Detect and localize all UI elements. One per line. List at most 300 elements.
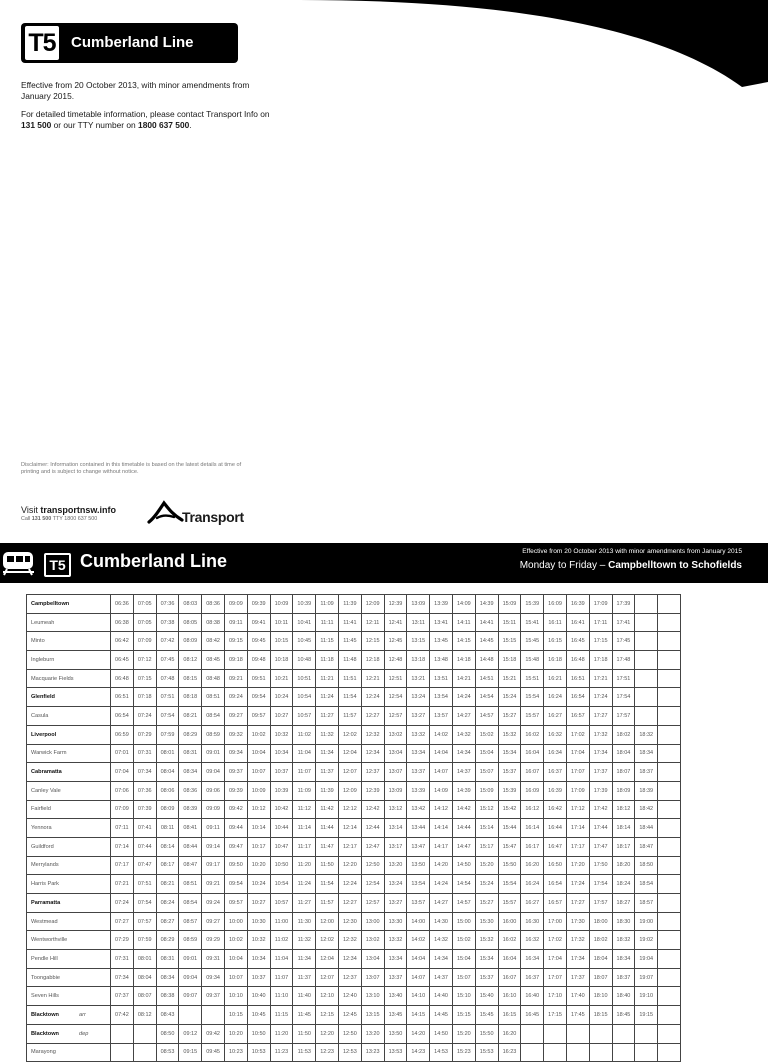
time-cell: 11:14 — [293, 819, 316, 838]
time-cell: 12:39 — [384, 595, 407, 614]
time-cell: 18:10 — [589, 987, 612, 1006]
time-cell: 12:23 — [316, 1043, 339, 1062]
time-cell: 06:54 — [111, 707, 134, 726]
time-cell: 17:27 — [589, 707, 612, 726]
time-cell: 08:47 — [179, 856, 202, 875]
time-cell: 18:34 — [612, 950, 635, 969]
time-cell: 10:30 — [247, 912, 270, 931]
time-cell: 17:24 — [589, 688, 612, 707]
time-cell: 08:05 — [179, 613, 202, 632]
time-cell — [658, 894, 681, 913]
time-cell: 07:17 — [111, 856, 134, 875]
time-cell: 11:11 — [316, 613, 339, 632]
time-cell: 17:45 — [566, 1006, 589, 1025]
time-cell: 15:21 — [498, 669, 521, 688]
time-cell: 10:32 — [270, 725, 293, 744]
time-cell: 08:21 — [156, 875, 179, 894]
time-cell: 14:17 — [430, 837, 453, 856]
time-cell: 08:53 — [156, 1043, 179, 1062]
station-cell — [27, 800, 111, 819]
time-cell: 11:57 — [316, 894, 339, 913]
time-cell: 17:51 — [612, 669, 635, 688]
time-cell: 12:24 — [338, 875, 361, 894]
time-cell: 15:48 — [521, 651, 544, 670]
time-cell: 18:42 — [635, 800, 658, 819]
time-cell: 17:37 — [589, 763, 612, 782]
time-cell: 17:09 — [589, 595, 612, 614]
time-cell: 14:07 — [407, 968, 430, 987]
time-cell: 09:57 — [224, 894, 247, 913]
time-cell: 13:02 — [384, 725, 407, 744]
time-cell: 11:02 — [293, 725, 316, 744]
time-cell: 10:48 — [293, 651, 316, 670]
time-cell: 09:50 — [224, 856, 247, 875]
time-cell: 08:29 — [156, 931, 179, 950]
call-pre: Call — [21, 516, 32, 522]
time-cell: 17:27 — [566, 894, 589, 913]
time-cell: 17:14 — [566, 819, 589, 838]
time-cell: 09:48 — [247, 651, 270, 670]
time-cell: 08:36 — [179, 781, 202, 800]
time-cell: 13:11 — [407, 613, 430, 632]
time-cell — [658, 819, 681, 838]
time-cell: 16:15 — [498, 1006, 521, 1025]
time-cell: 10:41 — [293, 613, 316, 632]
station-cell — [27, 744, 111, 763]
time-cell: 15:27 — [498, 707, 521, 726]
station-name: Westmead — [31, 918, 58, 925]
time-cell: 17:34 — [566, 950, 589, 969]
time-cell: 08:41 — [179, 819, 202, 838]
time-cell: 18:32 — [612, 931, 635, 950]
time-cell: 09:44 — [224, 819, 247, 838]
time-cell: 18:39 — [635, 781, 658, 800]
train-icon — [2, 549, 36, 577]
time-cell: 10:57 — [270, 894, 293, 913]
station-name: Seven Hills — [31, 993, 59, 1000]
time-cell: 11:02 — [270, 931, 293, 950]
time-cell: 13:17 — [384, 837, 407, 856]
time-cell: 11:42 — [316, 800, 339, 819]
time-cell: 17:15 — [589, 632, 612, 651]
time-cell — [111, 1043, 134, 1062]
time-cell: 13:07 — [384, 763, 407, 782]
time-cell: 08:45 — [202, 651, 225, 670]
time-cell: 10:45 — [247, 1006, 270, 1025]
intro-text — [21, 80, 281, 138]
time-cell: 14:47 — [452, 837, 475, 856]
time-cell: 13:40 — [384, 987, 407, 1006]
time-cell: 16:07 — [498, 968, 521, 987]
time-cell: 10:50 — [270, 856, 293, 875]
station-name: Blacktown — [31, 1011, 59, 1018]
time-cell: 08:06 — [156, 781, 179, 800]
time-cell — [658, 800, 681, 819]
station-name: Glenfield — [31, 694, 55, 701]
time-cell — [658, 707, 681, 726]
time-cell: 19:10 — [635, 987, 658, 1006]
time-cell: 12:18 — [361, 651, 384, 670]
time-cell: 17:02 — [566, 725, 589, 744]
time-cell: 15:15 — [452, 1006, 475, 1025]
station-cell — [27, 595, 111, 614]
time-cell: 15:07 — [452, 968, 475, 987]
time-cell: 08:17 — [156, 856, 179, 875]
time-cell: 11:04 — [270, 950, 293, 969]
time-cell: 11:15 — [316, 632, 339, 651]
time-cell: 07:09 — [133, 632, 156, 651]
timetable-row — [27, 688, 681, 707]
timetable-row — [27, 894, 681, 913]
time-cell: 10:17 — [247, 837, 270, 856]
time-cell: 15:50 — [475, 1024, 498, 1043]
time-cell — [658, 931, 681, 950]
timetable-row — [27, 987, 681, 1006]
time-cell: 09:32 — [224, 725, 247, 744]
time-cell: 07:45 — [156, 651, 179, 670]
time-cell: 13:02 — [361, 931, 384, 950]
time-cell: 08:59 — [179, 931, 202, 950]
time-cell: 08:01 — [156, 744, 179, 763]
time-cell: 12:57 — [384, 707, 407, 726]
time-cell: 15:45 — [475, 1006, 498, 1025]
station-name: Toongabbie — [31, 974, 60, 981]
time-cell — [635, 651, 658, 670]
time-cell: 07:54 — [156, 707, 179, 726]
time-cell: 08:12 — [133, 1006, 156, 1025]
station-name: Campbelltown — [31, 600, 70, 607]
time-cell: 18:45 — [612, 1006, 635, 1025]
time-cell: 16:11 — [544, 613, 567, 632]
station-name: Guildford — [31, 843, 54, 850]
time-cell — [658, 744, 681, 763]
time-cell: 10:09 — [270, 595, 293, 614]
time-cell — [544, 1024, 567, 1043]
time-cell: 14:44 — [452, 819, 475, 838]
time-cell: 07:05 — [133, 595, 156, 614]
time-cell: 13:37 — [384, 968, 407, 987]
time-cell: 14:23 — [407, 1043, 430, 1062]
time-cell: 11:18 — [316, 651, 339, 670]
time-cell — [635, 595, 658, 614]
time-cell: 11:10 — [270, 987, 293, 1006]
time-cell: 16:00 — [498, 912, 521, 931]
time-cell: 17:18 — [589, 651, 612, 670]
timetable-row — [27, 819, 681, 838]
station-name: Liverpool — [31, 731, 57, 738]
time-cell: 13:54 — [407, 875, 430, 894]
time-cell: 10:20 — [224, 1024, 247, 1043]
time-cell: 16:34 — [544, 744, 567, 763]
time-cell: 14:12 — [430, 800, 453, 819]
time-cell: 15:18 — [498, 651, 521, 670]
time-cell: 14:14 — [430, 819, 453, 838]
time-cell: 15:12 — [475, 800, 498, 819]
station-name: Fairfield — [31, 806, 51, 813]
time-cell: 14:20 — [430, 856, 453, 875]
time-cell: 16:30 — [521, 912, 544, 931]
time-cell: 12:37 — [338, 968, 361, 987]
time-cell: 11:15 — [270, 1006, 293, 1025]
time-cell — [658, 968, 681, 987]
contact-phone: 131 500 — [21, 119, 52, 130]
timetable-row — [27, 800, 681, 819]
time-cell: 09:15 — [224, 632, 247, 651]
time-cell: 12:30 — [338, 912, 361, 931]
time-cell: 17:45 — [612, 632, 635, 651]
station-cell — [27, 1043, 111, 1062]
time-cell: 13:37 — [407, 763, 430, 782]
time-cell: 07:38 — [156, 613, 179, 632]
time-cell: 08:57 — [179, 912, 202, 931]
visit-pre: Visit — [21, 505, 41, 515]
time-cell: 12:02 — [338, 725, 361, 744]
time-cell: 11:54 — [316, 875, 339, 894]
time-cell: 18:20 — [612, 856, 635, 875]
time-cell: 08:31 — [179, 744, 202, 763]
time-cell: 09:01 — [202, 744, 225, 763]
time-cell: 07:09 — [111, 800, 134, 819]
time-cell: 16:23 — [498, 1043, 521, 1062]
time-cell: 07:47 — [133, 856, 156, 875]
time-cell — [544, 1043, 567, 1062]
time-cell: 14:42 — [452, 800, 475, 819]
time-cell: 09:04 — [202, 763, 225, 782]
time-cell: 13:27 — [384, 894, 407, 913]
time-cell: 16:37 — [544, 763, 567, 782]
time-cell: 16:37 — [521, 968, 544, 987]
time-cell: 10:45 — [293, 632, 316, 651]
time-cell: 16:18 — [544, 651, 567, 670]
time-cell: 15:09 — [498, 595, 521, 614]
time-cell: 10:24 — [247, 875, 270, 894]
time-cell: 12:15 — [361, 632, 384, 651]
time-cell: 10:39 — [293, 595, 316, 614]
time-cell: 16:54 — [544, 875, 567, 894]
time-cell: 07:39 — [133, 800, 156, 819]
time-cell: 18:40 — [612, 987, 635, 1006]
time-cell — [179, 1006, 202, 1025]
time-cell: 17:10 — [544, 987, 567, 1006]
time-cell: 12:11 — [361, 613, 384, 632]
station-cell — [27, 819, 111, 838]
station-name: Blacktown — [31, 1030, 59, 1037]
time-cell: 17:57 — [589, 894, 612, 913]
time-cell: 09:42 — [224, 800, 247, 819]
time-cell: 17:54 — [612, 688, 635, 707]
time-cell: 13:53 — [384, 1043, 407, 1062]
time-cell: 12:57 — [361, 894, 384, 913]
time-cell: 18:04 — [612, 744, 635, 763]
time-cell: 17:15 — [544, 1006, 567, 1025]
station-cell — [27, 875, 111, 894]
time-cell: 11:48 — [338, 651, 361, 670]
time-cell: 11:20 — [270, 1024, 293, 1043]
time-cell: 13:34 — [384, 950, 407, 969]
time-cell: 19:04 — [635, 950, 658, 969]
time-cell: 06:51 — [111, 688, 134, 707]
time-cell: 14:37 — [430, 968, 453, 987]
time-cell: 13:14 — [384, 819, 407, 838]
time-cell: 11:37 — [293, 968, 316, 987]
time-cell: 07:24 — [111, 894, 134, 913]
time-cell: 15:00 — [452, 912, 475, 931]
time-cell: 09:12 — [179, 1024, 202, 1043]
time-cell: 10:18 — [270, 651, 293, 670]
time-cell: 14:09 — [430, 781, 453, 800]
time-cell: 14:24 — [430, 875, 453, 894]
time-cell: 12:21 — [361, 669, 384, 688]
time-cell: 17:04 — [544, 950, 567, 969]
time-cell: 08:11 — [156, 819, 179, 838]
time-cell: 09:11 — [224, 613, 247, 632]
band-line-code: T5 — [44, 553, 71, 577]
time-cell — [658, 1006, 681, 1025]
time-cell — [612, 1043, 635, 1062]
time-cell: 13:34 — [407, 744, 430, 763]
timetable-header — [0, 543, 768, 583]
time-cell: 12:12 — [338, 800, 361, 819]
time-cell: 18:37 — [635, 763, 658, 782]
time-cell: 12:40 — [338, 987, 361, 1006]
time-cell: 09:41 — [247, 613, 270, 632]
time-cell: 17:32 — [589, 725, 612, 744]
time-cell: 16:39 — [544, 781, 567, 800]
time-cell: 16:50 — [544, 856, 567, 875]
time-cell: 13:42 — [407, 800, 430, 819]
time-cell: 07:15 — [133, 669, 156, 688]
time-cell: 16:24 — [521, 875, 544, 894]
time-cell: 09:27 — [224, 707, 247, 726]
time-cell: 07:51 — [133, 875, 156, 894]
time-cell — [635, 632, 658, 651]
time-cell: 16:17 — [521, 837, 544, 856]
time-cell: 09:29 — [202, 931, 225, 950]
time-cell: 14:09 — [452, 595, 475, 614]
time-cell — [658, 837, 681, 856]
timetable-row — [27, 707, 681, 726]
time-cell — [635, 1043, 658, 1062]
time-cell: 11:50 — [293, 1024, 316, 1043]
time-cell: 08:09 — [179, 632, 202, 651]
timetable-grid — [26, 594, 681, 1062]
time-cell: 14:24 — [452, 688, 475, 707]
time-cell: 06:45 — [111, 651, 134, 670]
time-cell: 17:41 — [612, 613, 635, 632]
contact-post: . — [189, 119, 192, 130]
time-cell: 15:42 — [498, 800, 521, 819]
time-cell: 18:30 — [612, 912, 635, 931]
time-cell: 07:59 — [156, 725, 179, 744]
time-cell: 07:11 — [111, 819, 134, 838]
time-cell — [566, 1043, 589, 1062]
time-cell: 12:10 — [316, 987, 339, 1006]
time-cell: 07:21 — [111, 875, 134, 894]
time-cell: 07:31 — [111, 950, 134, 969]
time-cell: 08:44 — [179, 837, 202, 856]
timetable-row — [27, 781, 681, 800]
time-cell: 14:41 — [475, 613, 498, 632]
time-cell: 13:24 — [407, 688, 430, 707]
time-cell: 15:14 — [475, 819, 498, 838]
time-cell — [658, 613, 681, 632]
station-cell — [27, 968, 111, 987]
time-cell: 18:32 — [635, 725, 658, 744]
time-cell: 13:44 — [407, 819, 430, 838]
visit-link[interactable]: transportnsw.info — [40, 505, 117, 515]
time-cell: 11:27 — [316, 707, 339, 726]
time-cell: 12:09 — [338, 781, 361, 800]
time-cell: 12:53 — [338, 1043, 361, 1062]
time-cell: 10:54 — [270, 875, 293, 894]
time-cell: 17:09 — [566, 781, 589, 800]
time-cell: 07:04 — [111, 763, 134, 782]
time-cell: 16:09 — [521, 781, 544, 800]
time-cell: 15:10 — [452, 987, 475, 1006]
time-cell: 12:27 — [361, 707, 384, 726]
disclaimer-text: Information contained in this timetable is based on the latest details at time of printing and is subject to change without notice. — [21, 462, 242, 475]
station-name: Yennora — [31, 825, 52, 832]
time-cell: 16:44 — [544, 819, 567, 838]
time-cell: 16:12 — [521, 800, 544, 819]
time-cell: 13:45 — [384, 1006, 407, 1025]
time-cell: 10:24 — [270, 688, 293, 707]
time-cell: 08:04 — [133, 968, 156, 987]
time-cell: 08:42 — [202, 632, 225, 651]
time-cell: 14:50 — [430, 1024, 453, 1043]
time-cell: 08:27 — [156, 912, 179, 931]
time-cell: 16:57 — [566, 707, 589, 726]
time-cell: 13:04 — [384, 744, 407, 763]
time-cell: 10:15 — [224, 1006, 247, 1025]
time-cell: 12:09 — [361, 595, 384, 614]
time-cell: 12:50 — [361, 856, 384, 875]
time-cell: 07:34 — [133, 763, 156, 782]
time-cell: 09:04 — [179, 968, 202, 987]
station-cell — [27, 725, 111, 744]
time-cell: 07:06 — [111, 781, 134, 800]
time-cell: 16:20 — [498, 1024, 521, 1043]
time-cell — [133, 1043, 156, 1062]
time-cell: 10:51 — [293, 669, 316, 688]
time-cell: 13:47 — [407, 837, 430, 856]
time-cell: 11:51 — [338, 669, 361, 688]
time-cell: 11:27 — [293, 894, 316, 913]
time-cell: 08:34 — [156, 968, 179, 987]
station-cell — [27, 1006, 111, 1025]
time-cell: 14:54 — [475, 688, 498, 707]
station-name: Canley Vale — [31, 787, 61, 794]
time-cell: 16:57 — [544, 894, 567, 913]
time-cell — [658, 856, 681, 875]
time-cell: 12:50 — [338, 1024, 361, 1043]
time-cell: 10:23 — [224, 1043, 247, 1062]
timetable-row — [27, 837, 681, 856]
time-cell: 09:06 — [202, 781, 225, 800]
time-cell: 15:50 — [498, 856, 521, 875]
station-cell — [27, 763, 111, 782]
time-cell: 17:21 — [589, 669, 612, 688]
time-cell: 11:40 — [293, 987, 316, 1006]
time-cell: 15:39 — [521, 595, 544, 614]
time-cell: 08:21 — [179, 707, 202, 726]
time-cell: 08:29 — [179, 725, 202, 744]
band-dash: – — [599, 560, 606, 571]
time-cell — [635, 613, 658, 632]
time-cell: 08:12 — [179, 651, 202, 670]
time-cell: 08:03 — [179, 595, 202, 614]
time-cell: 16:14 — [521, 819, 544, 838]
